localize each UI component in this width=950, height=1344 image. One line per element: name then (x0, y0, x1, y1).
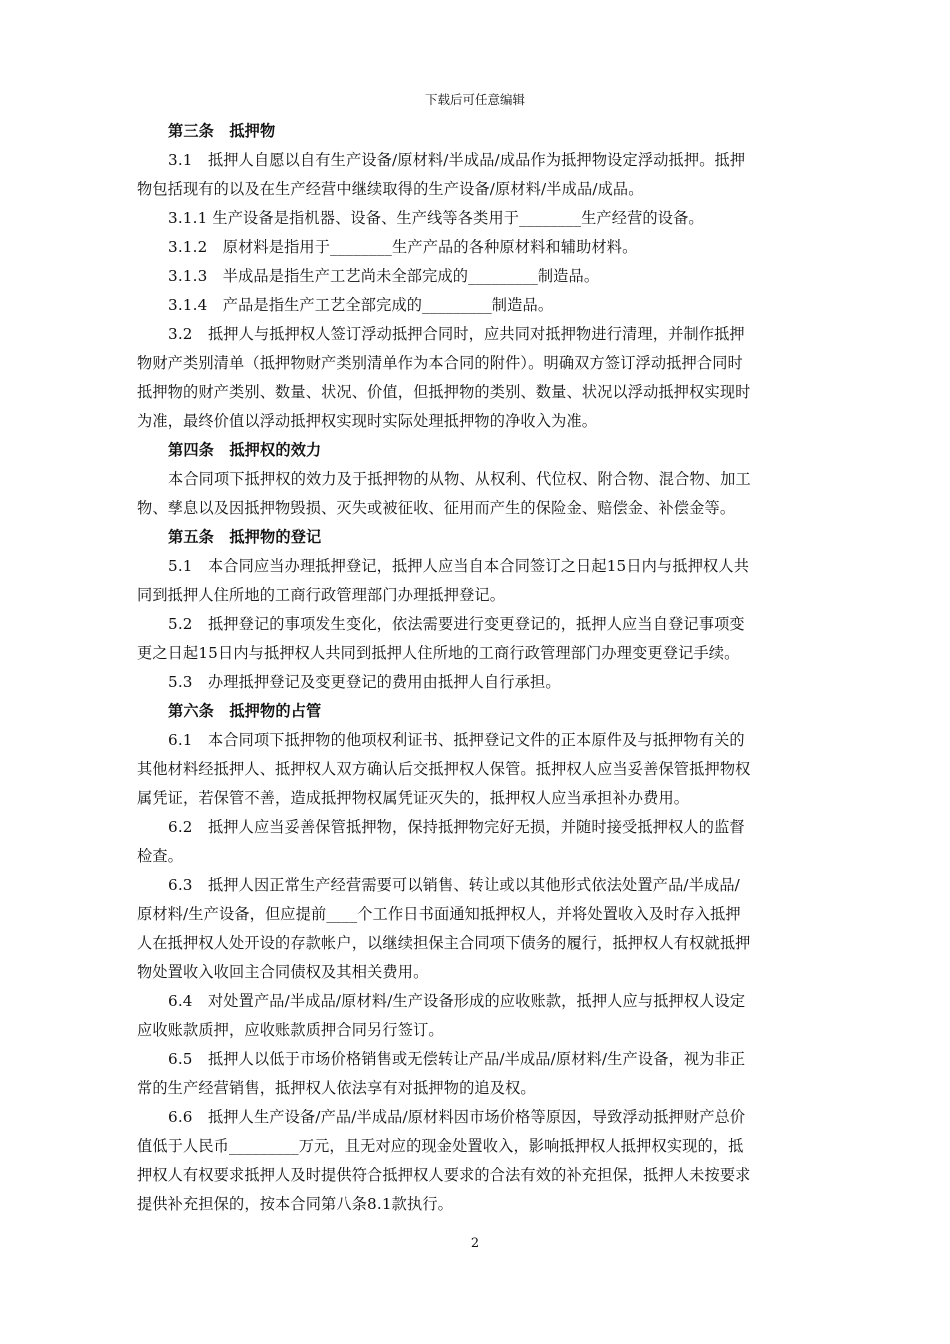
paragraph-line: 5.1 本合同应当办理抵押登记，抵押人应当自本合同签订之日起15日内与抵押权人共 (168, 557, 750, 575)
paragraph-line: 物财产类别清单（抵押物财产类别清单作为本合同的附件）。明确双方签订浮动抵押合同时 (137, 354, 743, 372)
paragraph-line: 6.5 抵押人以低于市场价格销售或无偿转让产品/半成品/原材料/生产设备，视为非正 (168, 1050, 746, 1068)
paragraph-line: 检查。 (137, 847, 184, 865)
paragraph-line: 常的生产经营销售，抵押权人依法享有对抵押物的追及权。 (137, 1079, 536, 1097)
paragraph-line: 3.1.4 产品是指生产工艺全部完成的_________制造品。 (168, 296, 554, 314)
paragraph-line: 5.3 办理抵押登记及变更登记的费用由抵押人自行承担。 (168, 673, 561, 691)
paragraph-line: 5.2 抵押登记的事项发生变化，依法需要进行变更登记的，抵押人应当自登记事项变 (168, 615, 745, 633)
paragraph-line: 物处置收入收回主合同债权及其相关费用。 (137, 963, 429, 981)
paragraph-line: 抵押物的财产类别、数量、状况、价值，但抵押物的类别、数量、状况以浮动抵押权实现时 (137, 383, 751, 401)
paragraph-line: 6.3 抵押人因正常生产经营需要可以销售、转让或以其他形式依法处置产品/半成品/ (168, 876, 740, 894)
section-heading: 第四条 抵押权的效力 (168, 441, 322, 459)
section-heading: 第六条 抵押物的占管 (168, 702, 322, 720)
paragraph-line: 人在抵押权人处开设的存款帐户，以继续担保主合同项下债务的履行，抵押权人有权就抵押 (137, 934, 751, 952)
paragraph-line: 更之日起15日内与抵押权人共同到抵押人住所地的工商行政管理部门办理变更登记手续。 (137, 644, 740, 662)
paragraph-line: 6.2 抵押人应当妥善保管抵押物，保持抵押物完好无损，并随时接受抵押权人的监督 (168, 818, 745, 836)
paragraph-line: 原材料/生产设备，但应提前____个工作日书面通知抵押权人，并将处置收入及时存入抵押 (137, 905, 741, 923)
paragraph-line: 6.1 本合同项下抵押物的他项权利证书、抵押登记文件的正本原件及与抵押物有关的 (168, 731, 745, 749)
paragraph-line: 3.1 抵押人自愿以自有生产设备/原材料/半成品/成品作为抵押物设定浮动抵押。抵押 (168, 151, 746, 169)
paragraph-line: 其他材料经抵押人、抵押权人双方确认后交抵押权人保管。抵押权人应当妥善保管抵押物权 (137, 760, 751, 778)
paragraph-line: 物、孳息以及因抵押物毁损、灭失或被征收、征用而产生的保险金、赔偿金、补偿金等。 (137, 499, 736, 517)
paragraph-line: 3.2 抵押人与抵押权人签订浮动抵押合同时，应共同对抵押物进行清理，并制作抵押 (168, 325, 745, 343)
document-body (137, 117, 815, 1219)
paragraph-line: 物包括现有的以及在生产经营中继续取得的生产设备/原材料/半成品/成品。 (137, 180, 644, 198)
page-header: 下载后可任意编辑 (424, 92, 525, 107)
paragraph-line: 同到抵押人住所地的工商行政管理部门办理抵押登记。 (137, 586, 506, 604)
paragraph-line: 本合同项下抵押权的效力及于抵押物的从物、从权利、代位权、附合物、混合物、加工 (168, 470, 751, 488)
paragraph-line: 3.1.2 原材料是指用于________生产产品的各种原材料和辅助材料。 (168, 238, 638, 256)
page-number: 2 (470, 1236, 480, 1251)
paragraph-line: 6.4 对处置产品/半成品/原材料/生产设备形成的应收账款，抵押人应与抵押权人设定 (168, 992, 746, 1010)
paragraph-line: 提供补充担保的，按本合同第八条8.1款执行。 (137, 1195, 454, 1213)
paragraph-line: 值低于人民币_________万元，且无对应的现金处置收入，影响抵押权人抵押权实现的，抵 (137, 1137, 744, 1155)
paragraph-line: 为准，最终价值以浮动抵押权实现时实际处理抵押物的净收入为准。 (137, 412, 598, 430)
section-heading: 第五条 抵押物的登记 (168, 528, 322, 546)
section-heading: 第三条 抵押物 (168, 122, 276, 140)
paragraph-line: 3.1.3 半成品是指生产工艺尚未全部完成的_________制造品。 (168, 267, 600, 285)
paragraph-line: 属凭证，若保管不善，造成抵押物权属凭证灭失的，抵押权人应当承担补办费用。 (137, 789, 690, 807)
paragraph-line: 6.6 抵押人生产设备/产品/半成品/原材料因市场价格等原因，导致浮动抵押财产总价 (168, 1108, 746, 1126)
paragraph-line: 应收账款质押，应收账款质押合同另行签订。 (137, 1021, 444, 1039)
paragraph-line: 3.1.1 生产设备是指机器、设备、生产线等各类用于________生产经营的设备。 (168, 209, 704, 227)
paragraph-line: 押权人有权要求抵押人及时提供符合抵押权人要求的合法有效的补充担保，抵押人未按要求 (137, 1166, 751, 1184)
